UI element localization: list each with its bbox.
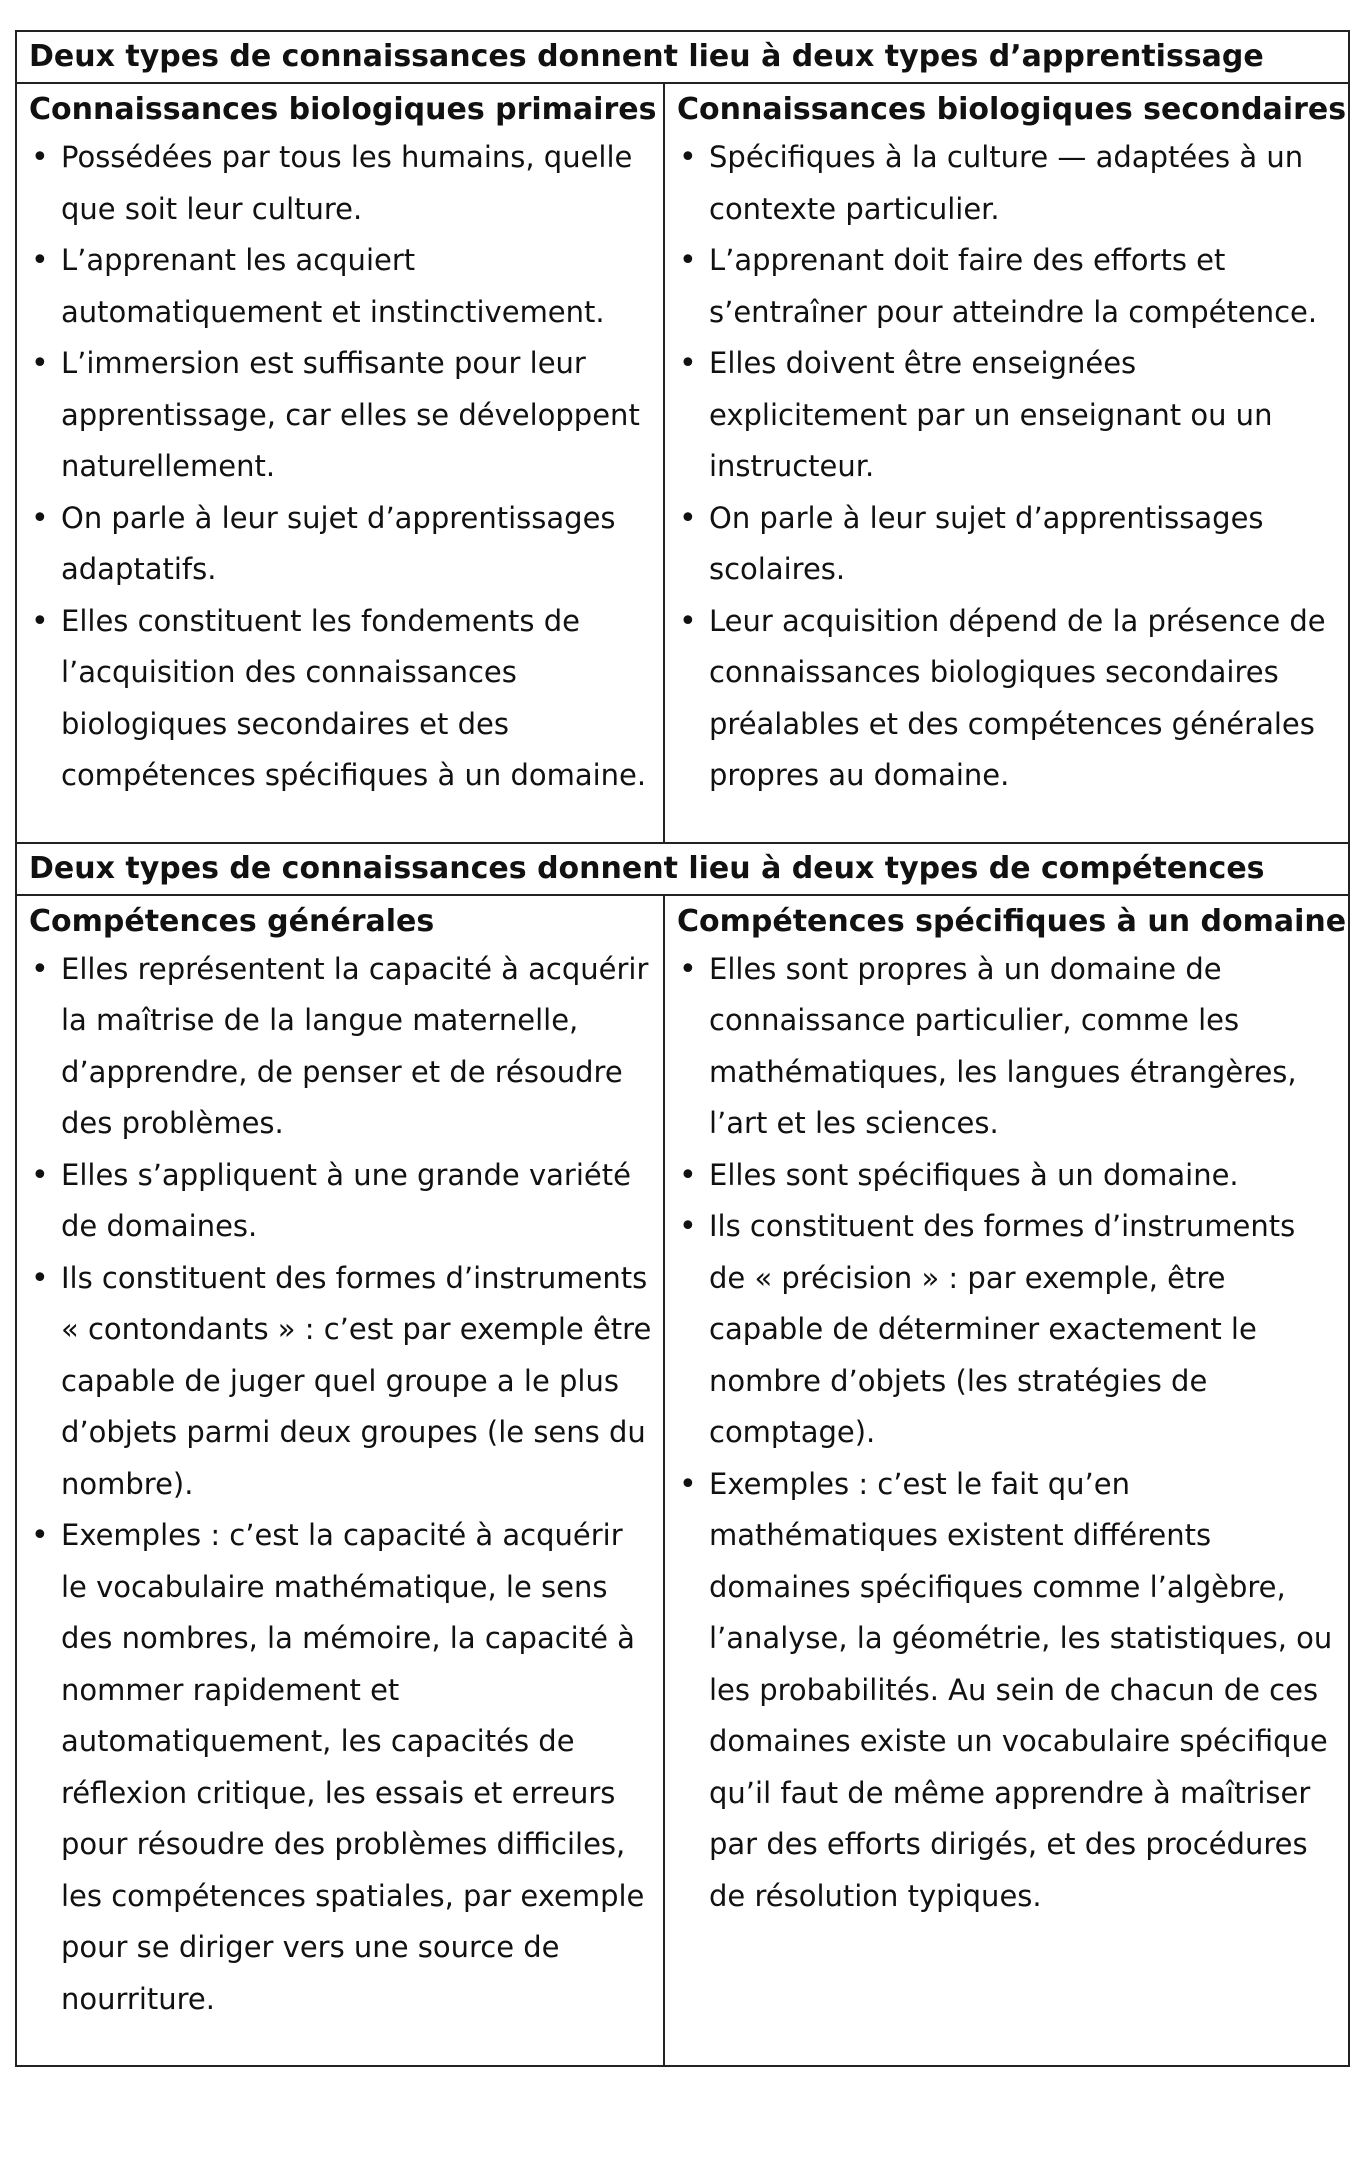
list-item: • L’apprenant les acquiert automatiquement et instinctivement.: [29, 235, 653, 338]
list-item: • Ils constituent des formes d’instruments de « précision » : par exemple, être capable de déterminer exactement le nombre d’objets (les stratégies de comptage).: [677, 1201, 1338, 1459]
list-item: • Possédées par tous les humains, quelle que soit leur culture.: [29, 132, 653, 235]
list-item: • On parle à leur sujet d’apprentissages adaptatifs.: [29, 493, 653, 596]
list-item: • Elles sont spécifiques à un domaine.: [677, 1150, 1338, 1202]
secondary-knowledge-heading: Connaissances biologiques secondaires: [677, 92, 1347, 127]
comparison-table: [15, 30, 1350, 2067]
list-item: • Elles doivent être enseignées explicitement par un enseignant ou un instructeur.: [677, 338, 1338, 493]
primary-knowledge-heading: Connaissances biologiques primaires: [29, 92, 657, 127]
secondary-knowledge-column: [665, 84, 1348, 842]
list-item: • L’immersion est suffisante pour leur apprentissage, car elles se développent naturellement.: [29, 338, 653, 493]
list-item: • Exemples : c’est le fait qu’en mathématiques existent différents domaines spécifiques comme l’algèbre, l’analyse, la géométrie, les statistiques, ou les probabilités. Au sein de chacun de ces domaines existe un vocabulaire spécifique qu’il faut de même apprendre à maîtriser par des efforts dirigés, et des procédures de résolution typiques.: [677, 1459, 1338, 1923]
general-skills-heading: Compétences générales: [29, 903, 435, 939]
section-2-title: Deux types de connaissances donnent lieu à deux types de compétences: [17, 844, 1348, 896]
section-2-row: [17, 896, 1348, 2066]
domain-skills-list: [677, 944, 1338, 1923]
primary-knowledge-column: [17, 84, 665, 842]
list-item: • Elles représentent la capacité à acquérir la maîtrise de la langue maternelle, d’apprendre, de penser et de résoudre des problèmes.: [29, 944, 653, 1150]
list-item: • Elles constituent les fondements de l’acquisition des connaissances biologiques secondaires et des compétences spécifiques à un domaine.: [29, 596, 653, 802]
section-1-row: [17, 84, 1348, 844]
primary-knowledge-list: [29, 132, 653, 802]
list-item: • On parle à leur sujet d’apprentissages scolaires.: [677, 493, 1338, 596]
list-item: • Spécifiques à la culture — adaptées à un contexte particulier.: [677, 132, 1338, 235]
list-item: • L’apprenant doit faire des efforts et s’entraîner pour atteindre la compétence.: [677, 235, 1338, 338]
domain-skills-column: [665, 896, 1348, 2066]
general-skills-column: [17, 896, 665, 2066]
list-item: • Elles s’appliquent à une grande variété de domaines.: [29, 1150, 653, 1253]
secondary-knowledge-list: [677, 132, 1338, 802]
list-item: • Exemples : c’est la capacité à acquérir le vocabulaire mathématique, le sens des nombres, la mémoire, la capacité à nommer rapidement et automatiquement, les capacités de réflexion critique, les essais et erreurs pour résoudre des problèmes difficiles, les compétences spatiales, par exemple pour se diriger vers une source de nourriture.: [29, 1510, 653, 2025]
list-item: • Leur acquisition dépend de la présence de connaissances biologiques secondaires préalables et des compétences générales propres au domaine.: [677, 596, 1338, 802]
general-skills-list: [29, 944, 653, 2026]
list-item: • Ils constituent des formes d’instruments « contondants » : c’est par exemple être capable de juger quel groupe a le plus d’objets parmi deux groupes (le sens du nombre).: [29, 1253, 653, 1511]
list-item: • Elles sont propres à un domaine de connaissance particulier, comme les mathématiques, les langues étrangères, l’art et les sciences.: [677, 944, 1338, 1150]
domain-skills-heading: Compétences spécifiques à un domaine: [677, 903, 1347, 939]
section-1-title: Deux types de connaissances donnent lieu à deux types d’apprentissage: [17, 32, 1348, 84]
